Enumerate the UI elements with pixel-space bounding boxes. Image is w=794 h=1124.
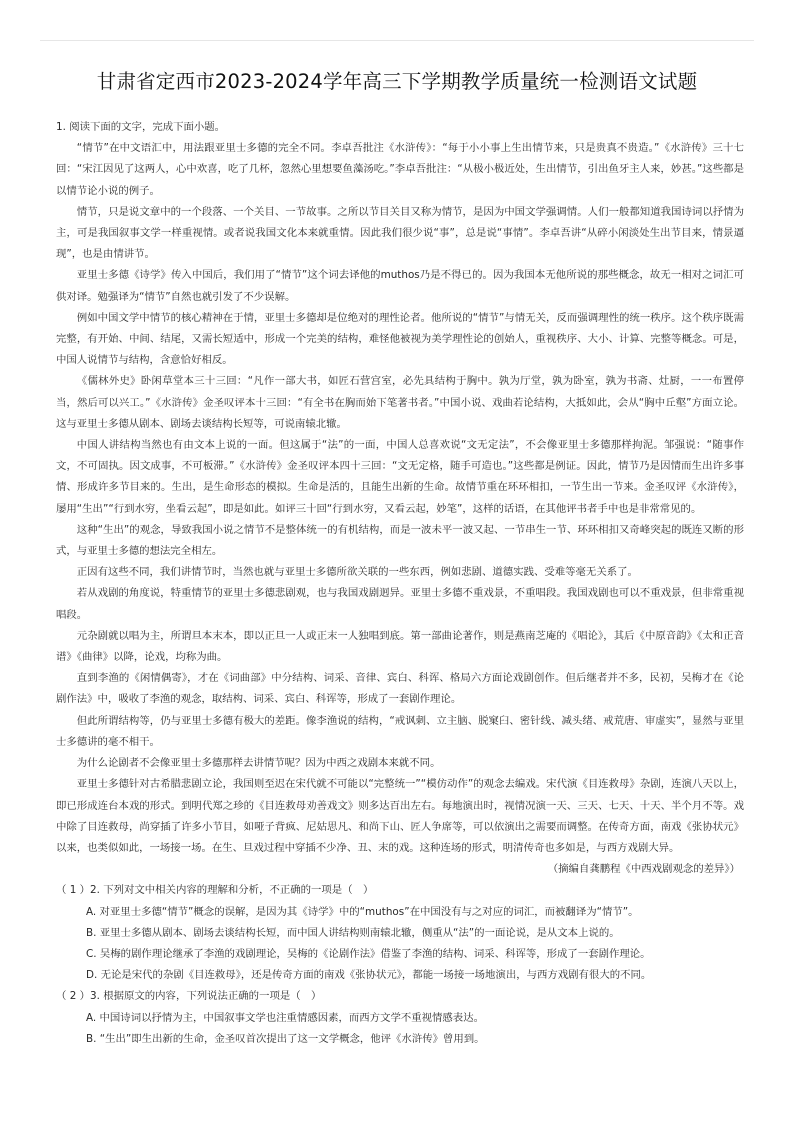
reading-content — [56, 117, 744, 1050]
page-title: 甘肃省定西市2023-2024学年高三下学期教学质量统一检测语文试题 — [96, 70, 698, 93]
paragraph: 若从戏剧的角度说，特重情节的亚里士多德悲剧观，也与我国戏剧迥异。亚里士多德不重戏景，不重唱段。我国戏剧也可以不重戏景，但非常重视唱段。 — [56, 587, 744, 621]
top-divider — [40, 40, 754, 41]
paragraph: 亚里士多德针对古希腊悲剧立论，我国则至迟在宋代就不可能以“完整统一”“模仿动作”的观念去编戏。宋代演《目连救母》杂剧，连演八天以上，即已形成连台本戏的形式。到明代郑之珍的《目连救母劝善戏文》则多达百出左右。每地演出时，视情况演一天、三天、七天、十天、半个月不等。戏中除了目连救母，尚穿插了许多小节目，如哑子背疯、尼姑思凡、和尚下山、匠人争席等，可以依演出之需要而调整。在传奇方面，南戏《张协状元》以来，也类似如此，一场接一场。在生、旦戏过程中穿插不少净、丑、末的戏。这种连场的形式，明清传奇也多如是，与西方戏剧大异。 — [56, 778, 744, 854]
paragraph: 为什么论剧者不会像亚里士多德那样去讲情节呢？因为中西之戏剧本来就不同。 — [76, 757, 441, 770]
option-a[interactable]: A. 中国诗词以抒情为主，中国叙事文学也注重情感因素，而西方文学不重视情感表达。 — [86, 1011, 484, 1024]
sub-question-2-stem: （ 2 ）3. 根据原文的内容，下列说法正确的一项是（ ） — [56, 990, 322, 1003]
paragraph: 例如中国文学中情节的核心精神在于情，亚里士多德却是位绝对的理性论者。他所说的“情节”与情无关，反而强调理性的统一秩序。这个秩序既需完整，有开始、中间、结尾，又需长短适中，形成一个完美的结构，难怪他被视为美学理性论的创始人，重视秩序、大小、计算、完整等概念。可是，中国人说情节与结构，含意恰好相反。 — [56, 311, 744, 367]
paragraph: 亚里士多德《诗学》传入中国后，我们用了“情节”这个词去译他的muthos乃是不得已的。因为我国本无他所说的那些概念，故无一相对之词汇可供对译。勉强译为“情节”自然也就引发了不少误解。 — [56, 269, 744, 303]
paragraph: “情节”在中文语汇中，用法跟亚里士多德的完全不同。李卓吾批注《水浒传》：“每于小小事上生出情节来，只是贵真不贵造。”《水浒传》三十七回：“宋江因见了这两人，心中欢喜，吃了几杯，忽然心里想要鱼藻汤吃。”李卓吾批注：“从极小极近处，生出情节，引出鱼牙主人来，妙甚。”这些都是以情节论小说的例子。 — [56, 142, 744, 197]
paragraph: 元杂剧就以唱为主，所谓旦本末本，即以正旦一人或正末一人独唱到底。第一部曲论著作，则是燕南芝庵的《唱论》，其后《中原音韵》《太和正音谱》《曲律》以降，论戏，均称为曲。 — [56, 629, 744, 664]
paragraph: 中国人讲结构当然也有由文本上说的一面。但这属于“法”的一面，中国人总喜欢说“文无定法”，不会像亚里士多德那样拘泥。邹强说：“随事作文，不可固执。因文成事，不可板滞。”《水浒传》金圣叹评本四十三回：“文无定格，随手可造也。”这些都是例证。因此，情节乃是因情而生出许多事情、形成许多节目来的。生出，是生命形态的模拟。生命是活的，且能生出新的生命。故情节重在环环相扣，一节生出一节来。金圣叹评《水浒传》，屡用“生出”“行到水穷，坐看云起”，即是如此。如评三十回“行到水穷，又看云起，妙笔”，这样的话语，在其他评书者手中也是非常常见的。 — [56, 439, 744, 515]
option-b[interactable]: B. 亚里士多德从剧本、剧场去谈结构长短，而中国人讲结构则南辕北辙，侧重从“法”的一面论说，是从文本上说的。 — [86, 926, 620, 939]
sub-question-1-stem: （ 1 ）2. 下列对文中相关内容的理解和分析，不正确的一项是（ ） — [56, 884, 374, 897]
option-c[interactable]: C. 吴梅的剧作理论继承了李渔的戏剧理论，吴梅的《论剧作法》借鉴了李渔的结构、词采、科诨等，形成了一套剧作理论。 — [86, 947, 651, 960]
source-citation: （摘编自龚鹏程《中西戏剧观念的差异》） — [547, 863, 740, 876]
paragraph: 正因有这些不同，我们讲情节时，当然也就与亚里士多德所欲关联的一些东西，例如悲剧、道德实践、受难等毫无关系了。 — [76, 566, 638, 579]
option-d[interactable]: D. 无论是宋代的杂剧《目连救母》，还是传奇方面的南戏《张协状元》，都能一场接一场地演出，与西方戏剧有很大的不同。 — [86, 969, 652, 982]
paragraph: 《儒林外史》卧闲草堂本三十三回：“凡作一部大书，如匠石营宫室，必先具结构于胸中。孰为厅堂，孰为卧室，孰为书斋、灶厨，一一布置停当，然后可以兴工。”《水浒传》金圣叹评本十三回：“有全书在胸而始下笔著书者。”中国小说、戏曲若论结构，大抵如此，会从“胸中丘壑”方面立论。这与亚里士多德从剧本、剧场去谈结构长短等，可说南辕北辙。 — [56, 375, 744, 430]
option-a[interactable]: A. 对亚里士多德“情节”概念的误解，是因为其《诗学》中的“muthos”在中国没有与之对应的词汇，而被翻译为“情节”。 — [86, 905, 639, 918]
question-intro: 1. 阅读下面的文字，完成下面小题。 — [56, 121, 226, 133]
paragraph: 这种“生出”的观念，导致我国小说之情节不是整体统一的有机结构，而是一波未平一波又起、一节串生一节、环环相扣又奇峰突起的既连又断的形式，与亚里士多德的想法完全相左。 — [56, 523, 744, 558]
option-b[interactable]: B. “生出”即生出新的生命，金圣叹首次提出了这一文学概念，他评《水浒传》曾用到。 — [86, 1032, 485, 1045]
paragraph: 情节，只是说文章中的一个段落、一个关目、一节故事。之所以节目关目又称为情节，是因为中国文学强调情。人们一般都知道我国诗词以抒情为主，可是我国叙事文学一样重视情。或者说我国文化本来就重情。因此我们很少说“事”，总是说“事情”。李卓吾讲“从碎小闲淡处生出节目来，情景逼现”，也是由情讲节。 — [56, 205, 744, 261]
paragraph: 直到李渔的《闲情偶寄》，才在《词曲部》中分结构、词采、音律、宾白、科诨、格局六方面论戏剧创作。但后继者并不多，民初，吴梅才在《论剧作法》中，吸收了李渔的观念，取结构、词采、宾白、科诨等，形成了一套剧作理论。 — [56, 672, 744, 706]
paragraph: 但此所谓结构等，仍与亚里士多德有极大的差距。像李渔说的结构，“戒讽刺、立主脑、脱窠臼、密针线、减头绪、戒荒唐、审虚实”，显然与亚里士多德讲的毫不相干。 — [56, 714, 744, 748]
